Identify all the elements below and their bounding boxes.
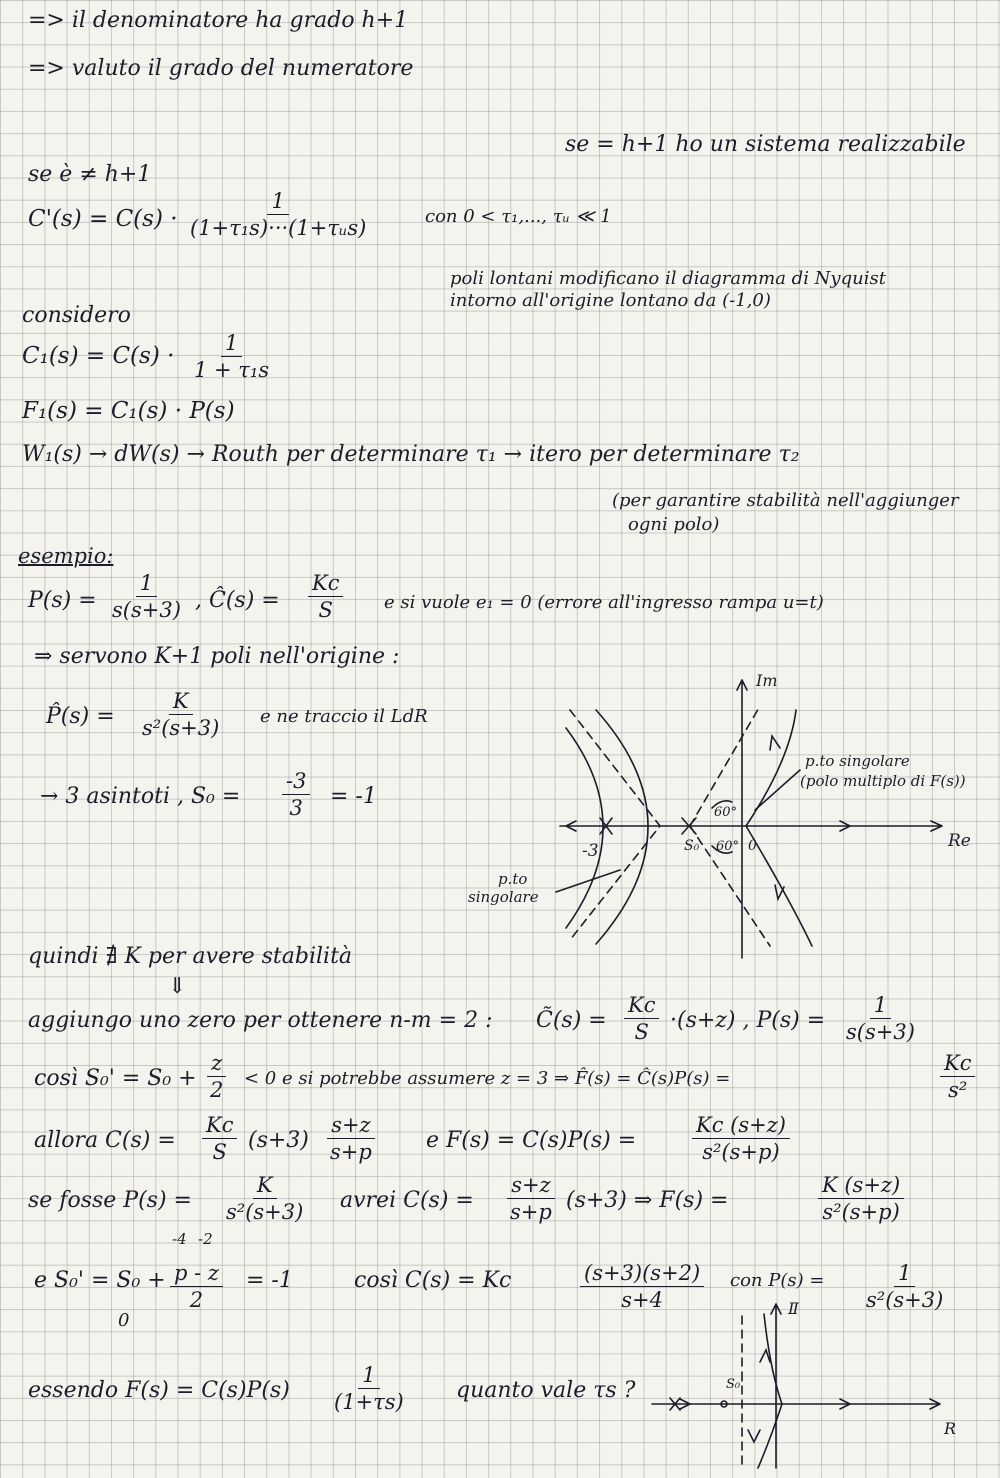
e-f-lhs: e F(s) = C(s)P(s) = <box>426 1128 637 1153</box>
chat-den: S <box>318 598 333 623</box>
ef-num: Kc (s+z) <box>692 1114 790 1139</box>
rl1-note-left-2: singolare <box>468 888 539 906</box>
si-vuole: e si vuole e₁ = 0 (errore all'ingresso rampa u=t) <box>384 592 824 613</box>
z-den: 2 <box>210 1078 224 1103</box>
avrei-num: s+z <box>507 1174 554 1199</box>
line-numeratore: => valuto il grado del numeratore <box>28 56 414 81</box>
asintoti-den: 3 <box>289 796 303 821</box>
fosse-num: K <box>253 1174 277 1199</box>
quanto-vale: quanto vale τs ? <box>456 1378 636 1403</box>
cosi2: così C(s) = Kc <box>354 1268 512 1293</box>
ctilde-den: S <box>634 1020 649 1045</box>
e-s0-lhs: e S₀' = S₀ + <box>34 1268 166 1293</box>
fhat-den: s² <box>948 1078 968 1103</box>
asintoti-rest: = -1 <box>330 784 377 809</box>
cosi2-den: s+4 <box>621 1288 663 1313</box>
z-num: z <box>207 1052 226 1077</box>
c1-den: 1 + τ₁s <box>194 358 270 383</box>
allora-num: Kc <box>202 1114 237 1139</box>
line-se-diverso: se è ≠ h+1 <box>28 162 152 187</box>
avrei-den: s+p <box>510 1200 552 1225</box>
c-prime-den: (1+τ₁s)···(1+τᵤs) <box>190 216 367 241</box>
fosse-den: s²(s+3) <box>226 1200 304 1225</box>
asintoti-num: -3 <box>282 770 310 795</box>
rl1-angle-bottom: 60° <box>716 839 740 854</box>
c1-lhs: C₁(s) = C(s) · <box>22 343 175 369</box>
sz-den: s+p <box>330 1140 372 1165</box>
c-prime-lhs: C'(s) = C(s) · <box>28 206 178 232</box>
allora-mid: (s+3) <box>248 1128 309 1153</box>
rl1-note-left-1: p.to <box>498 870 528 888</box>
eq-minus1: = -1 <box>246 1268 293 1293</box>
p2-num: 1 <box>870 994 891 1019</box>
p-num: 1 <box>136 572 157 597</box>
ef-den: s²(s+p) <box>702 1140 780 1165</box>
ctilde-rest: ·(s+z) , P(s) = <box>670 1008 826 1033</box>
sz-num: s+z <box>327 1114 374 1139</box>
rl1-note-right-2: (polo multiplo di F(s)) <box>800 772 966 790</box>
fhat-num: Kc <box>940 1052 975 1077</box>
p-den: s(s+3) <box>112 598 181 623</box>
phat-rest: e ne traccio il LdR <box>260 706 428 727</box>
con-condition: con 0 < τ₁,..., τᵤ ≪ 1 <box>425 206 612 227</box>
rl1-im-label: Im <box>756 671 778 690</box>
cosi-rest: < 0 e si potrebbe assumere z = 3 ⇒ F̂(s) = Ĉ(s)P(s) = <box>244 1068 731 1089</box>
f1-line: F₁(s) = C₁(s) · P(s) <box>22 398 235 424</box>
ctilde-num: Kc <box>624 994 659 1019</box>
poli-note-2: intorno all'origine lontano da (-1,0) <box>450 290 771 311</box>
fosse-lhs: se fosse P(s) = <box>28 1188 192 1213</box>
pz-num: p - z <box>170 1262 223 1287</box>
example-heading: esempio: <box>18 544 114 568</box>
poli-note-1: poli lontani modificano il diagramma di Nyquist <box>450 268 886 289</box>
rl1-minus3: -3 <box>582 841 599 861</box>
essendo-den: (1+τs) <box>334 1390 404 1415</box>
conp-den: s²(s+3) <box>866 1288 944 1313</box>
zero-under: 0 <box>118 1310 130 1331</box>
line-se-uguale: se = h+1 ho un sistema realizzabile <box>565 132 966 157</box>
cosi-lhs: così S₀' = S₀ + <box>34 1066 197 1091</box>
avrei: avrei C(s) = <box>340 1188 474 1213</box>
p2-den: s(s+3) <box>846 1020 915 1045</box>
considero: considero <box>22 303 131 328</box>
rl1-angle-top: 60° <box>714 805 738 820</box>
c1-num: 1 <box>221 332 242 357</box>
allora-lhs: allora C(s) = <box>34 1128 176 1153</box>
c-prime-num: 1 <box>267 190 288 215</box>
chat-lhs: , Ĉ(s) = <box>195 588 280 613</box>
aggiungo: aggiungo uno zero per ottenere n-m = 2 : <box>28 1008 493 1033</box>
p-lhs: P(s) = <box>28 588 97 613</box>
label-minus2: -2 <box>198 1230 213 1248</box>
pz-den: 2 <box>189 1288 204 1313</box>
line-denominatore: => il denominatore ha grado h+1 <box>28 8 409 33</box>
allora-den: S <box>212 1140 227 1165</box>
asintoti: → 3 asintoti , S₀ = <box>40 784 241 809</box>
implies-arrow: ⇓ <box>168 974 187 999</box>
rl1-origin: 0 <box>748 838 757 854</box>
chat-num: Kc <box>308 572 343 597</box>
rl1-note-right-1: p.to singolare <box>805 752 910 770</box>
cosi2-num: (s+3)(s+2) <box>580 1262 704 1287</box>
fk-num: K (s+z) <box>818 1174 904 1199</box>
rl1-re-label: Re <box>948 831 971 851</box>
quindi: quindi ∄ K per avere stabilità <box>28 944 353 969</box>
avrei-rest: (s+3) ⇒ F(s) = <box>566 1188 729 1213</box>
rl2-im-label: Ⅱ <box>788 1299 799 1318</box>
w1-line: W₁(s) → dW(s) → Routh per determinare τ₁ → itero per determinare τ₂ <box>22 442 800 467</box>
servono: ⇒ servono K+1 poli nell'origine : <box>34 644 400 669</box>
paren-note-2: ogni polo) <box>628 514 720 535</box>
ctilde-lhs: C̃(s) = <box>536 1008 607 1033</box>
essendo: essendo F(s) = C(s)P(s) <box>28 1378 290 1403</box>
conp-num: 1 <box>894 1262 915 1287</box>
phat-lhs: P̂(s) = <box>46 704 115 729</box>
phat-num: K <box>169 690 193 715</box>
label-minus4: -4 <box>172 1230 187 1248</box>
rl2-re-label: R <box>944 1419 957 1438</box>
phat-den: s²(s+3) <box>142 716 220 741</box>
rl2-s0p: S₀' <box>726 1377 744 1392</box>
rl1-s0: S₀ <box>684 838 700 854</box>
fk-den: s²(s+p) <box>822 1200 900 1225</box>
essendo-num: 1 <box>358 1364 379 1389</box>
con-p: con P(s) = <box>730 1270 825 1291</box>
paren-note-1: (per garantire stabilità nell'aggiunger <box>612 490 959 511</box>
